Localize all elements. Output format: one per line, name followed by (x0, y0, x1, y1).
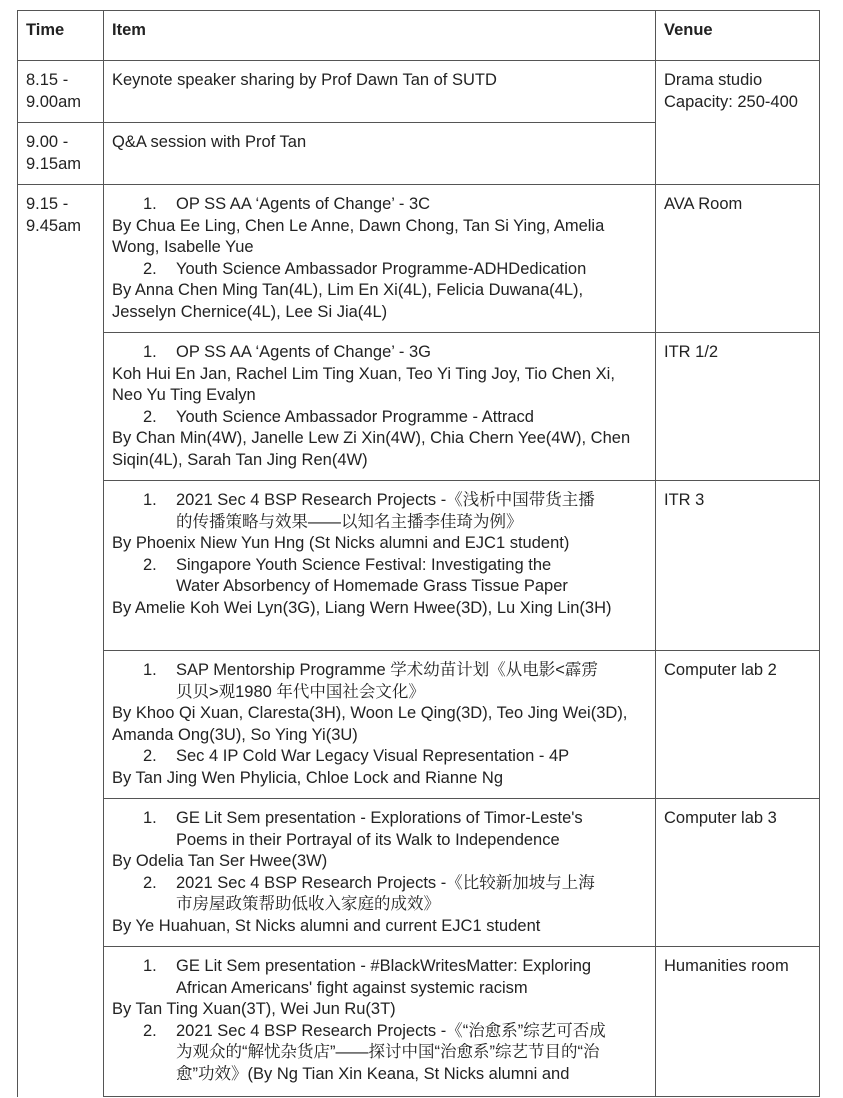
item-cell (104, 333, 656, 481)
venue-cell: Computer lab 3 (656, 799, 820, 947)
item-number: 1. (143, 491, 157, 509)
item-by: By Anna Chen Ming Tan(4L), Lim En Xi(4L), Felicia Duwana(4L), Jesselyn Chernice(4L), Lee Si Jia(4L) (112, 281, 584, 321)
item-number: 1. (143, 809, 157, 827)
item-by: By Chua Ee Ling, Chen Le Anne, Dawn Chong, Tan Si Ying, Amelia Wong, Isabelle Yue (112, 216, 605, 256)
table-row (18, 799, 820, 947)
item-number: 2. (143, 407, 157, 426)
list-item (112, 1021, 647, 1086)
schedule-table (17, 10, 820, 1097)
list-item (112, 407, 647, 429)
item-cell: Q&A session with Prof Tan (104, 123, 656, 185)
item-title-cont: Water Absorbency of Homemade Grass Tissue Paper (176, 577, 568, 595)
item-title: Sec 4 IP Cold War Legacy Visual Representation - 4P (176, 747, 570, 765)
list-item (112, 873, 647, 916)
venue-cell: Humanities room (656, 947, 820, 1097)
list-item (112, 746, 647, 768)
item-title: GE Lit Sem presentation - Explorations of Timor-Leste's (176, 809, 583, 827)
item-number: 1. (143, 661, 157, 679)
item-title: OP SS AA ‘Agents of Change’ - 3C (176, 195, 431, 213)
item-title: OP SS AA ‘Agents of Change’ - 3G (176, 343, 431, 361)
item-title: 2021 Sec 4 BSP Research Projects -《浅析中国带货主播 (176, 491, 595, 509)
table-row (18, 947, 820, 1097)
item-title: Youth Science Ambassador Programme - Attracd (176, 407, 534, 426)
item-title-cont: 贝贝>观1980 年代中国社会文化》 (176, 682, 425, 701)
item-cell (104, 651, 656, 799)
table-row (18, 185, 820, 333)
item-title: 2021 Sec 4 BSP Research Projects -《“治愈系”综艺可否成 (176, 1021, 606, 1040)
item-number: 2. (143, 873, 157, 892)
header-row (18, 11, 820, 61)
list-item (112, 808, 647, 851)
venue-cell: Computer lab 2 (656, 651, 820, 799)
item-title: GE Lit Sem presentation - #BlackWritesMatter: Exploring (176, 957, 592, 975)
table-row (18, 481, 820, 651)
item-by: By Khoo Qi Xuan, Claresta(3H), Woon Le Qing(3D), Teo Jing Wei(3D), Amanda Ong(3U), So Ying Yi(3U) (112, 704, 628, 744)
item-title: SAP Mentorship Programme 学术幼苗计划《从电影<霹雳 (176, 661, 598, 679)
item-by: By Amelie Koh Wei Lyn(3G), Liang Wern Hwee(3D), Lu Xing Lin(3H) (112, 598, 612, 617)
time-cell: 8.15 - 9.00am (18, 61, 104, 123)
item-number: 1. (143, 195, 157, 213)
time-cell: 9.00 - 9.15am (18, 123, 104, 185)
item-number: 1. (143, 957, 157, 975)
venue-cell: AVA Room (656, 185, 820, 333)
item-by: By Ye Huahuan, St Nicks alumni and current EJC1 student (112, 916, 541, 935)
item-title-cont: 愈”功效》(By Ng Tian Xin Keana, St Nicks alumni and (176, 1064, 570, 1083)
table-row (18, 651, 820, 799)
list-item (112, 342, 647, 364)
item-number: 2. (143, 1021, 157, 1040)
item-number: 2. (143, 259, 157, 278)
venue-cell: ITR 1/2 (656, 333, 820, 481)
list-item (112, 194, 647, 216)
item-by: By Tan Ting Xuan(3T), Wei Jun Ru(3T) (112, 1000, 396, 1018)
list-item (112, 660, 647, 703)
list-item (112, 259, 647, 281)
item-number: 2. (143, 747, 157, 765)
item-title: 2021 Sec 4 BSP Research Projects -《比较新加坡与上海 (176, 873, 595, 892)
time-cell: 9.15 - 9.45am (18, 185, 104, 1097)
item-title: Singapore Youth Science Festival: Investigating the (176, 555, 552, 574)
item-cell (104, 799, 656, 947)
item-title: Youth Science Ambassador Programme-ADHDedication (176, 259, 587, 278)
venue-cell: Drama studio Capacity: 250-400 (656, 61, 820, 185)
table-row (18, 61, 820, 123)
header-item: Item (104, 11, 656, 61)
item-by: By Chan Min(4W), Janelle Lew Zi Xin(4W), Chia Chern Yee(4W), Chen Siqin(4L), Sarah Tan Jing Ren(4W) (112, 429, 631, 469)
header-time: Time (18, 11, 104, 61)
venue-cell: ITR 3 (656, 481, 820, 651)
header-venue: Venue (656, 11, 820, 61)
item-cell (104, 185, 656, 333)
list-item (112, 490, 647, 533)
list-item (112, 956, 647, 999)
item-by: By Tan Jing Wen Phylicia, Chloe Lock and Rianne Ng (112, 768, 504, 787)
item-title-cont: 市房屋政策帮助低收入家庭的成效》 (176, 895, 440, 913)
item-title-cont: 为观众的“解忧杂货店”——探讨中国“治愈系”综艺节目的“治 (176, 1043, 600, 1061)
item-cell: Keynote speaker sharing by Prof Dawn Tan of SUTD (104, 61, 656, 123)
item-number: 1. (143, 343, 157, 361)
list-item (112, 555, 647, 598)
item-number: 2. (143, 555, 157, 574)
item-title-cont: 的传播策略与效果——以知名主播李佳琦为例》 (176, 512, 523, 531)
item-cell (104, 481, 656, 651)
item-by: By Phoenix Niew Yun Hng (St Nicks alumni and EJC1 student) (112, 534, 570, 552)
item-by: Koh Hui En Jan, Rachel Lim Ting Xuan, Teo Yi Ting Joy, Tio Chen Xi, Neo Yu Ting Evalyn (112, 364, 615, 404)
item-title-cont: African Americans' fight against systemic racism (176, 978, 528, 997)
item-title-cont: Poems in their Portrayal of its Walk to Independence (176, 830, 560, 849)
item-by: By Odelia Tan Ser Hwee(3W) (112, 852, 328, 870)
item-cell (104, 947, 656, 1097)
table-row (18, 333, 820, 481)
